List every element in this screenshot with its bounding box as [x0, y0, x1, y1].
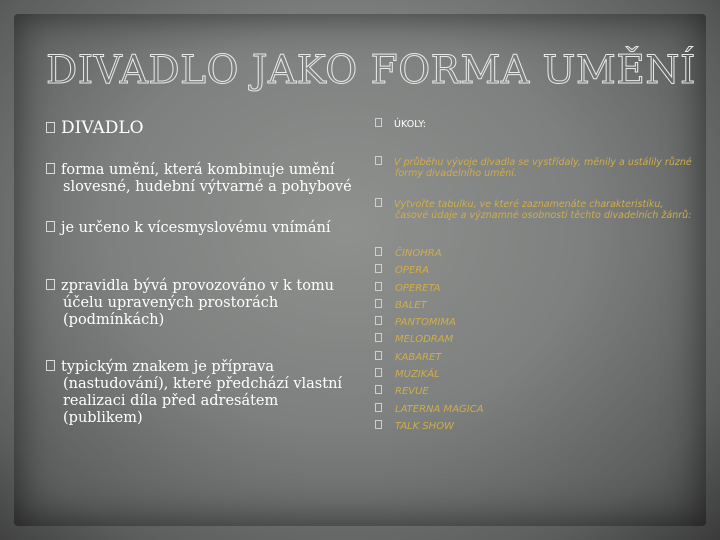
genre-item	[375, 349, 695, 366]
left-heading	[46, 118, 356, 138]
task-text: V průběhu vývoje divadla se vystřídaly, měnily a ustálily různé formy divadelního umění.	[394, 157, 692, 179]
genre-text: OPERA	[395, 265, 430, 277]
genre-item	[375, 383, 695, 400]
task-item	[375, 156, 695, 179]
square-bullet-icon	[375, 351, 382, 360]
left-item-text: je určeno k vícesmyslovému vnímání	[61, 220, 331, 236]
left-list-item	[46, 278, 356, 329]
genre-item	[375, 297, 695, 314]
square-bullet-icon	[375, 247, 382, 256]
square-bullet-icon	[375, 385, 382, 394]
left-item-text: forma umění, která kombinuje umění slovesné, hudební výtvarné a pohybové	[61, 162, 352, 195]
left-column	[46, 118, 356, 427]
genre-text: OPERETA	[395, 282, 441, 294]
square-bullet-icon	[46, 221, 55, 232]
genre-item	[375, 418, 695, 435]
genre-text: MUZIKÁL	[395, 369, 440, 381]
square-bullet-icon	[375, 156, 382, 165]
genre-text: REVUE	[395, 386, 429, 398]
left-item-text: typickým znakem je příprava (nastudování), které předchází vlastní realizaci díla před adresátem (publikem)	[61, 359, 343, 426]
square-bullet-icon	[375, 264, 382, 273]
genre-text: LATERNA MAGICA	[395, 403, 484, 415]
genre-text: MELODRAM	[395, 334, 454, 346]
left-list-item	[46, 162, 356, 196]
right-column	[375, 118, 695, 435]
slide-title: DIVADLO JAKO FORMA UMĚNÍ	[46, 48, 696, 93]
left-item-text: zpravidla bývá provozováno v k tomu účelu upravených prostorách (podmínkách)	[61, 278, 335, 328]
square-bullet-icon	[375, 420, 382, 429]
square-bullet-icon	[375, 333, 382, 342]
square-bullet-icon	[375, 403, 382, 412]
genre-text: BALET	[395, 299, 427, 311]
genre-list	[375, 245, 695, 435]
square-bullet-icon	[375, 282, 382, 291]
square-bullet-icon	[46, 279, 55, 290]
genre-text: PANTOMIMA	[395, 317, 456, 329]
square-bullet-icon	[46, 163, 55, 174]
genre-text: TALK SHOW	[395, 420, 454, 432]
square-bullet-icon	[375, 316, 382, 325]
genre-item	[375, 314, 695, 331]
left-heading-text: DIVADLO	[61, 118, 144, 138]
square-bullet-icon	[375, 368, 382, 377]
square-bullet-icon	[46, 360, 55, 371]
task-item	[375, 198, 695, 221]
square-bullet-icon	[46, 122, 55, 133]
genre-text: KABARET	[395, 351, 442, 363]
square-bullet-icon	[375, 118, 382, 127]
genre-item	[375, 366, 695, 383]
left-list-item	[46, 359, 356, 427]
genre-item	[375, 401, 695, 418]
genre-item	[375, 262, 695, 279]
left-list-item	[46, 220, 356, 237]
right-heading-text: ÚKOLY:	[394, 119, 426, 130]
genre-item	[375, 280, 695, 297]
square-bullet-icon	[375, 299, 382, 308]
genre-text: ČINOHRA	[395, 248, 442, 259]
genre-item	[375, 245, 695, 262]
task-text: Vytvořte tabulku, ve které zaznamenáte charakteristiku, časové údaje a významné osobnosti těchto divadelních žánrů:	[394, 199, 692, 221]
square-bullet-icon	[375, 198, 382, 207]
genre-item	[375, 331, 695, 348]
right-heading	[375, 118, 695, 130]
